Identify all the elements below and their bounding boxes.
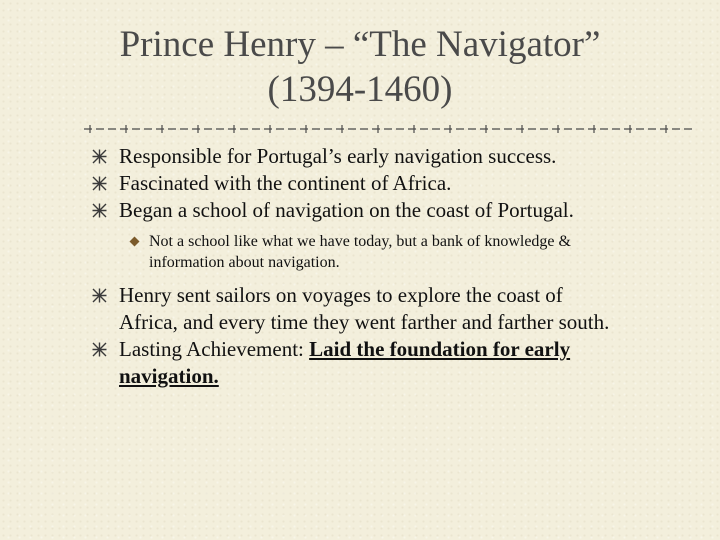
bullet-text: Fascinated with the continent of Africa. (119, 171, 452, 195)
sub-bullet-line-1: Not a school like what we have today, but a bank of knowledge & (149, 233, 571, 250)
bullet-item (90, 336, 690, 390)
title-line-1: Prince Henry – “The Navigator” (119, 24, 601, 65)
x-stitch-bullet-icon (92, 203, 107, 218)
bullet-item (90, 143, 690, 170)
bullet-text-line-1: Henry sent sailors on voyages to explore the coast of (119, 283, 563, 307)
sub-bullet-item (90, 231, 690, 273)
bullet-text: Responsible for Portugal’s early navigation success. (119, 144, 557, 168)
slide-title (60, 22, 660, 112)
x-stitch-bullet-icon (92, 149, 107, 164)
bullet-item (90, 170, 690, 197)
title-line-2: (1394-1460) (267, 69, 453, 110)
bullet-item (90, 197, 690, 224)
bullet-text-line-2: Africa, and every time they went farther and farther south. (119, 310, 610, 334)
stitched-divider (84, 122, 696, 136)
x-stitch-bullet-icon (92, 342, 107, 357)
x-stitch-bullet-icon (92, 288, 107, 303)
x-stitch-bullet-icon (92, 176, 107, 191)
emphasis-text-line-2: navigation. (119, 364, 219, 388)
bullet-text: Began a school of navigation on the coast of Portugal. (119, 198, 574, 222)
diamond-bullet-icon (129, 236, 140, 247)
bullet-text-prefix: Lasting Achievement: (119, 337, 310, 361)
bullet-item (90, 282, 690, 336)
bullet-list (90, 143, 690, 390)
emphasis-text-line-1: Laid the foundation for early (309, 337, 571, 361)
sub-bullet-line-2: information about navigation. (149, 254, 340, 271)
